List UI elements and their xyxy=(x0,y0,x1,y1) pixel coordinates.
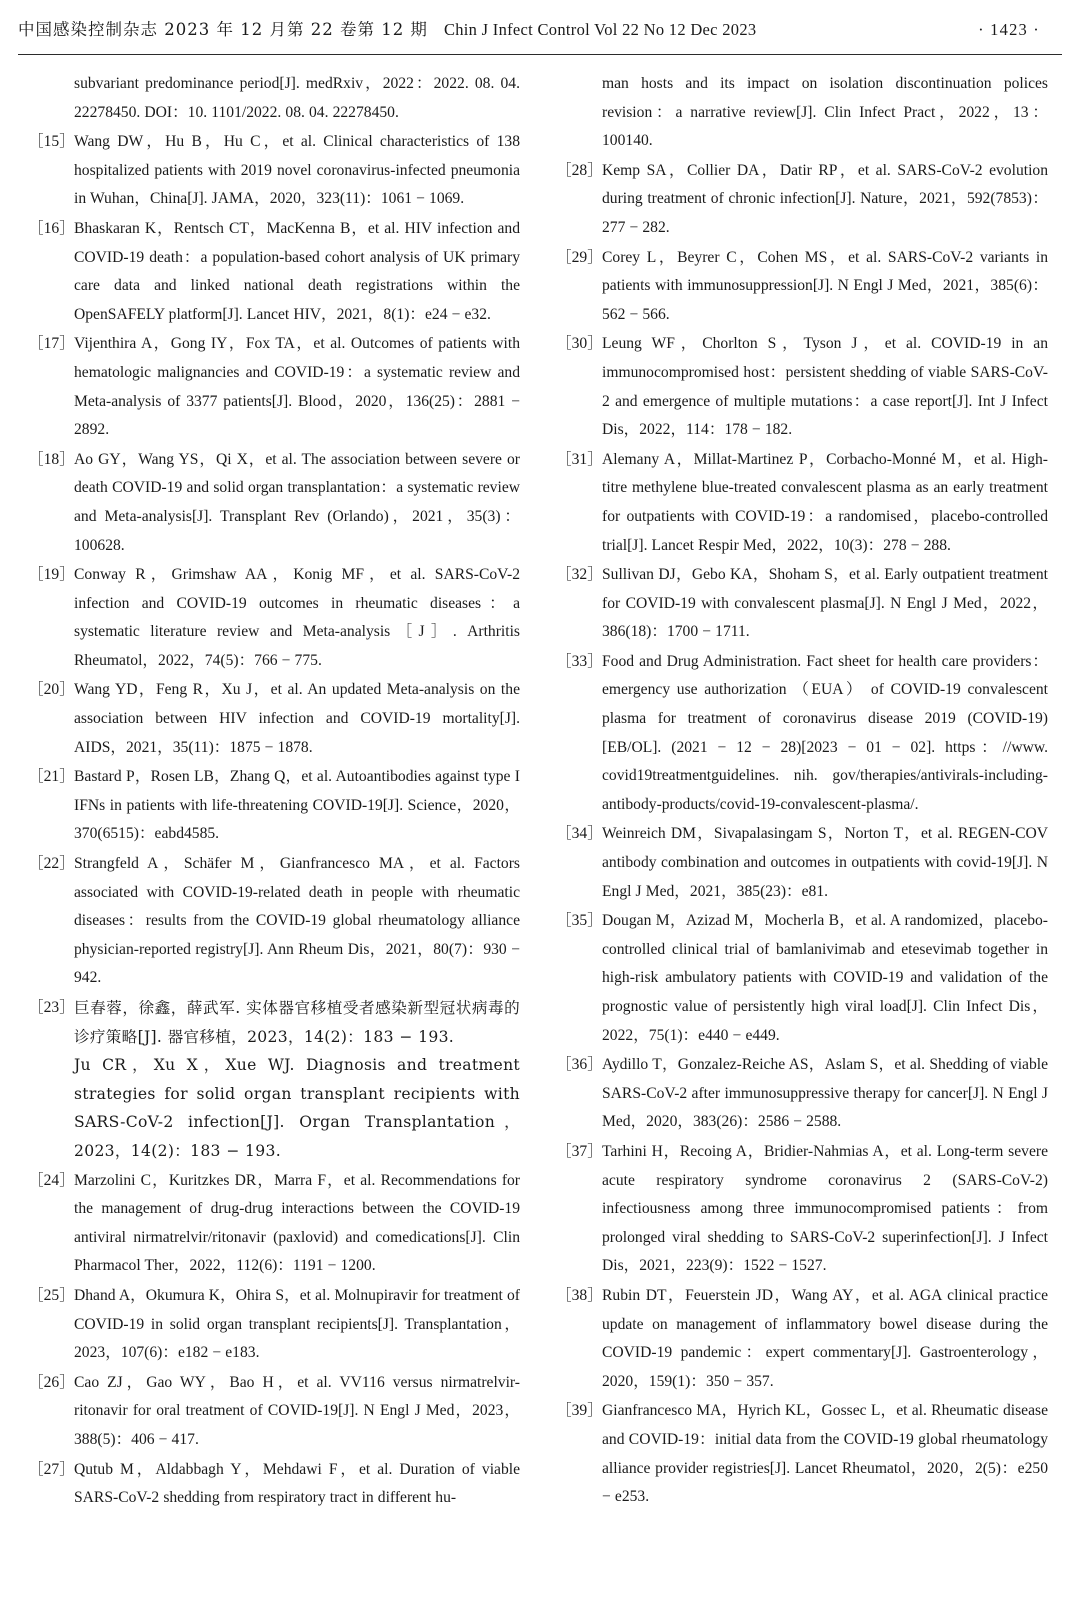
reference-number: ［30］ xyxy=(556,335,603,353)
reference-number: ［19］ xyxy=(28,566,75,584)
reference-entry xyxy=(28,1456,520,1513)
reference-text xyxy=(602,244,1048,330)
reference-citation: Dougan M，Azizad M，Mocherla B，et al. A randomized，placebo-controlled clinical trial of bamlanivimab and etesevimab together in high-risk ambulatory patients with COVID-19 and validation of the prognostic value of persistently high viral load[J]. Clin Infect Dis，2022，75(1)：e440 − e449. xyxy=(602,912,1048,1044)
reference-number: ［17］ xyxy=(28,335,75,353)
reference-number: ［27］ xyxy=(28,1460,75,1478)
reference-text xyxy=(74,215,520,329)
reference-citation: Cao ZJ，Gao WY，Bao H，et al. VV116 versus nirmatrelvir-ritonavir for oral treatment of COVID-19[J]. N Engl J Med，2023，388(5)：406 − 417. xyxy=(74,1373,520,1448)
reference-citation: Wang YD，Feng R，Xu J，et al. An updated Meta-analysis on the association between HIV infection and COVID-19 mortality[J]. AIDS，2021，35(11)：1875 − 1878. xyxy=(74,681,520,756)
reference-citation: Gianfrancesco MA，Hyrich KL，Gossec L，et al. Rheumatic disease and COVID-19：initial data from the COVID-19 global rheumatology alliance provider registries[J]. Lancet Rheumatol，2020，2(5)：e250 − e253. xyxy=(602,1402,1048,1506)
reference-number: ［20］ xyxy=(28,681,75,699)
reference-citation: Aydillo T，Gonzalez-Reiche AS，Aslam S，et al. Shedding of viable SARS-CoV-2 after immunosuppressive therapy for cancer[J]. N Engl J Med，2020，383(26)：2586 − 2588. xyxy=(602,1056,1048,1131)
reference-number: ［15］ xyxy=(28,133,75,151)
reference-number: ［29］ xyxy=(556,248,603,266)
reference-entry xyxy=(556,561,1048,647)
reference-text xyxy=(74,850,520,993)
reference-entry xyxy=(28,676,520,762)
reference-text xyxy=(74,676,520,762)
reference-number: ［24］ xyxy=(28,1171,75,1189)
reference-number: ［31］ xyxy=(556,450,603,468)
right-column xyxy=(556,70,1048,1604)
reference-entry xyxy=(556,648,1048,820)
reference-citation: Bastard P，Rosen LB，Zhang Q，et al. Autoantibodies against type I IFNs in patients with life-threatening COVID-19[J]. Science，2020，370(6515)：eabd4585. xyxy=(74,768,520,843)
reference-text xyxy=(74,70,520,127)
journal-title-english: Chin J Infect Control Vol 22 No 12 Dec 2023 xyxy=(443,20,757,39)
reference-entry xyxy=(556,820,1048,906)
reference-entry xyxy=(28,994,520,1166)
reference-number: ［26］ xyxy=(28,1373,75,1391)
reference-entry xyxy=(28,70,520,127)
reference-text xyxy=(74,561,520,675)
reference-number: ［36］ xyxy=(556,1056,603,1074)
reference-text xyxy=(74,128,520,214)
reference-number: ［32］ xyxy=(556,566,603,584)
reference-entry xyxy=(556,907,1048,1050)
reference-number: ［37］ xyxy=(556,1142,603,1160)
reference-number: ［35］ xyxy=(556,912,603,930)
reference-number: ［34］ xyxy=(556,825,603,843)
reference-citation: Dhand A，Okumura K，Ohira S，et al. Molnupiravir for treatment of COVID-19 in solid organ transplant recipients[J]. Transplantation，2023，107(6)：e182 − e183. xyxy=(74,1286,520,1362)
reference-entry xyxy=(556,330,1048,444)
reference-text xyxy=(602,1051,1048,1137)
reference-citation: Wang DW，Hu B，Hu C，et al. Clinical characteristics of 138 hospitalized patients with 2019 novel coronavirus-infected pneumonia in Wuhan，China[J]. JAMA，2020，323(11)：1061 − 1069. xyxy=(74,133,520,208)
reference-citation: Rubin DT，Feuerstein JD，Wang AY，et al. AGA clinical practice update on management of inflammatory bowel disease during the COVID-19 pandemic：expert commentary[J]. Gastroenterology，2020，159(1)：350 − 357. xyxy=(602,1286,1048,1390)
reference-text xyxy=(602,1397,1048,1511)
reference-citation: Tarhini H，Recoing A，Bridier-Nahmias A，et al. Long-term severe acute respiratory syndrome coronavirus 2 (SARS-CoV-2) infectiousness among three immunocompromised patients：from prolonged viral shedding to SARS-CoV-2 superinfection[J]. J Infect Dis，2021，223(9)：1522 − 1527. xyxy=(602,1142,1048,1275)
reference-text xyxy=(74,763,520,849)
reference-citation: Strangfeld A，Schäfer M，Gianfrancesco MA，et al. Factors associated with COVID-19-related death in people with rheumatic diseases：results from the COVID-19 global rheumatology alliance physician-reported registry[J]. Ann Rheum Dis，2021，80(7)：930 − 942. xyxy=(74,855,520,987)
reference-entry xyxy=(556,244,1048,330)
reference-text xyxy=(74,1369,520,1455)
reference-entry xyxy=(556,157,1048,243)
reference-text xyxy=(602,70,1048,156)
reference-number: ［38］ xyxy=(556,1286,603,1304)
reference-number: ［25］ xyxy=(28,1286,75,1304)
reference-entry xyxy=(28,561,520,675)
reference-text xyxy=(74,1167,520,1281)
reference-text xyxy=(602,1282,1048,1396)
reference-citation: Alemany A，Millat-Martinez P，Corbacho-Monné M，et al. High-titre methylene blue-treated convalescent plasma as an early treatment for outpatients with COVID-19：a randomised，placebo-controlled trial[J]. Lancet Respir Med，2022，10(3)：278 − 288. xyxy=(602,450,1048,554)
reference-citation: 巨春蓉，徐鑫，薛武军. 实体器官移植受者感染新型冠状病毒的诊疗策略[J]. 器官移植，2023，14(2)：183 − 193. xyxy=(74,999,520,1046)
reference-citation: man hosts and its impact on isolation discontinuation polices revision：a narrative review[J]. Clin Infect Pract，2022，13：100140. xyxy=(602,75,1048,150)
reference-entry xyxy=(556,1282,1048,1396)
reference-text xyxy=(602,157,1048,243)
reference-text xyxy=(74,330,520,444)
reference-entry xyxy=(28,330,520,444)
left-column xyxy=(28,70,520,1604)
reference-citation: Ao GY，Wang YS，Qi X，et al. The association between severe or death COVID-19 and solid organ transplantation：a systematic review and Meta-analysis[J]. Transplant Rev (Orlando)，2021，35(3)：100628. xyxy=(74,450,520,554)
reference-text xyxy=(602,1138,1048,1281)
reference-citation: Vijenthira A，Gong IY，Fox TA，et al. Outcomes of patients with hematologic malignancies and COVID-19：a systematic review and Meta-analysis of 3377 patients[J]. Blood，2020，136(25)：2881 − 2892. xyxy=(74,335,520,439)
reference-translation: Ju CR，Xu X，Xue WJ. Diagnosis and treatment strategies for solid organ transplant recipients with SARS-CoV-2 infection[J]. Organ Transplantation，2023，14(2)：183 − 193. xyxy=(74,1056,520,1160)
page-number: · 1423 · xyxy=(978,20,1040,39)
reference-citation: Marzolini C，Kuritzkes DR，Marra F，et al. Recommendations for the management of drug-drug interactions between the COVID-19 antiviral nirmatrelvir/ritonavir (paxlovid) and comedications[J]. Clin Pharmacol Ther，2022，112(6)：1191 − 1200. xyxy=(74,1171,520,1275)
reference-number: ［33］ xyxy=(556,652,603,670)
reference-text xyxy=(74,1456,520,1513)
reference-entry xyxy=(556,1051,1048,1137)
reference-citation: Leung WF，Chorlton S，Tyson J，et al. COVID-19 in an immunocompromised host：persistent shedding of viable SARS-CoV-2 and emergence of multiple mutations：a case report[J]. Int J Infect Dis，2022，114：178 − 182. xyxy=(602,335,1048,439)
reference-citation: Food and Drug Administration. Fact sheet for health care providers：emergency use authorization （EUA） of COVID-19 convalescent plasma for treatment of coronavirus disease 2019 (COVID-19)[EB/OL]. (2021 − 12 − 28)[2023 − 01 − 02]. https：//www. covid19treatmentguidelines. nih. gov/therapies/antivirals-including-antibody-products/covid-19-convalescent-plasma/. xyxy=(602,652,1048,813)
reference-text xyxy=(602,330,1048,444)
reference-text xyxy=(74,994,520,1166)
reference-citation: Bhaskaran K，Rentsch CT，MacKenna B，et al. HIV infection and COVID-19 death：a population-based cohort analysis of UK primary care data and linked national death registrations within the OpenSAFELY platform[J]. Lancet HIV，2021，8(1)：e24 − e32. xyxy=(74,219,520,323)
reference-citation: subvariant predominance period[J]. medRxiv，2022：2022. 08. 04. 22278450. DOI：10. 1101/2022. 08. 04. 22278450. xyxy=(74,75,520,121)
reference-entry xyxy=(28,446,520,560)
reference-entry xyxy=(28,128,520,214)
reference-text xyxy=(74,1282,520,1368)
reference-number: ［39］ xyxy=(556,1402,603,1420)
reference-number: ［16］ xyxy=(28,219,75,237)
reference-entry xyxy=(556,70,1048,156)
reference-entry xyxy=(28,1167,520,1281)
reference-text xyxy=(602,648,1048,820)
reference-citation: Conway R，Grimshaw AA，Konig MF，et al. SARS-CoV-2 infection and COVID-19 outcomes in rheumatic diseases：a systematic literature review and Meta-analysis［J］. Arthritis Rheumatol，2022，74(5)：766 − 775. xyxy=(74,566,520,669)
reference-citation: Kemp SA，Collier DA，Datir RP，et al. SARS-CoV-2 evolution during treatment of chronic infection[J]. Nature，2021，592(7853)：277 − 282. xyxy=(602,161,1048,236)
reference-entry xyxy=(28,763,520,849)
reference-entry xyxy=(556,446,1048,560)
reference-entry xyxy=(28,1282,520,1368)
reference-number: ［18］ xyxy=(28,450,75,468)
reference-text xyxy=(602,907,1048,1050)
reference-number: ［21］ xyxy=(28,768,75,786)
reference-entry xyxy=(28,215,520,329)
reference-entry xyxy=(556,1397,1048,1511)
reference-entry xyxy=(556,1138,1048,1281)
reference-citation: Sullivan DJ，Gebo KA，Shoham S，et al. Early outpatient treatment for COVID-19 with convalescent plasma[J]. N Engl J Med，2022，386(18)：1700 − 1711. xyxy=(602,566,1048,641)
reference-number: ［23］ xyxy=(28,999,75,1016)
reference-citation: Corey L，Beyrer C，Cohen MS，et al. SARS-CoV-2 variants in patients with immunosuppression[J]. N Engl J Med，2021，385(6)：562 − 566. xyxy=(602,248,1048,323)
journal-title-chinese: 中国感染控制杂志 2023 年 12 月第 22 卷第 12 期 xyxy=(18,20,428,39)
reference-entry xyxy=(28,1369,520,1455)
reference-citation: Qutub M，Aldabbagh Y，Mehdawi F，et al. Duration of viable SARS-CoV-2 shedding from respiratory tract in different hu- xyxy=(74,1460,520,1507)
reference-text xyxy=(74,446,520,560)
reference-text xyxy=(602,561,1048,647)
running-head-left xyxy=(18,16,756,40)
reference-text xyxy=(602,820,1048,906)
reference-entry xyxy=(28,850,520,993)
reference-columns xyxy=(28,70,1052,1604)
reference-number: ［28］ xyxy=(556,161,603,179)
running-head xyxy=(18,16,1062,55)
reference-text xyxy=(602,446,1048,560)
reference-citation: Weinreich DM，Sivapalasingam S，Norton T，et al. REGEN-COV antibody combination and outcomes in outpatients with covid-19[J]. N Engl J Med，2021，385(23)：e81. xyxy=(602,825,1048,900)
reference-number: ［22］ xyxy=(28,855,75,873)
